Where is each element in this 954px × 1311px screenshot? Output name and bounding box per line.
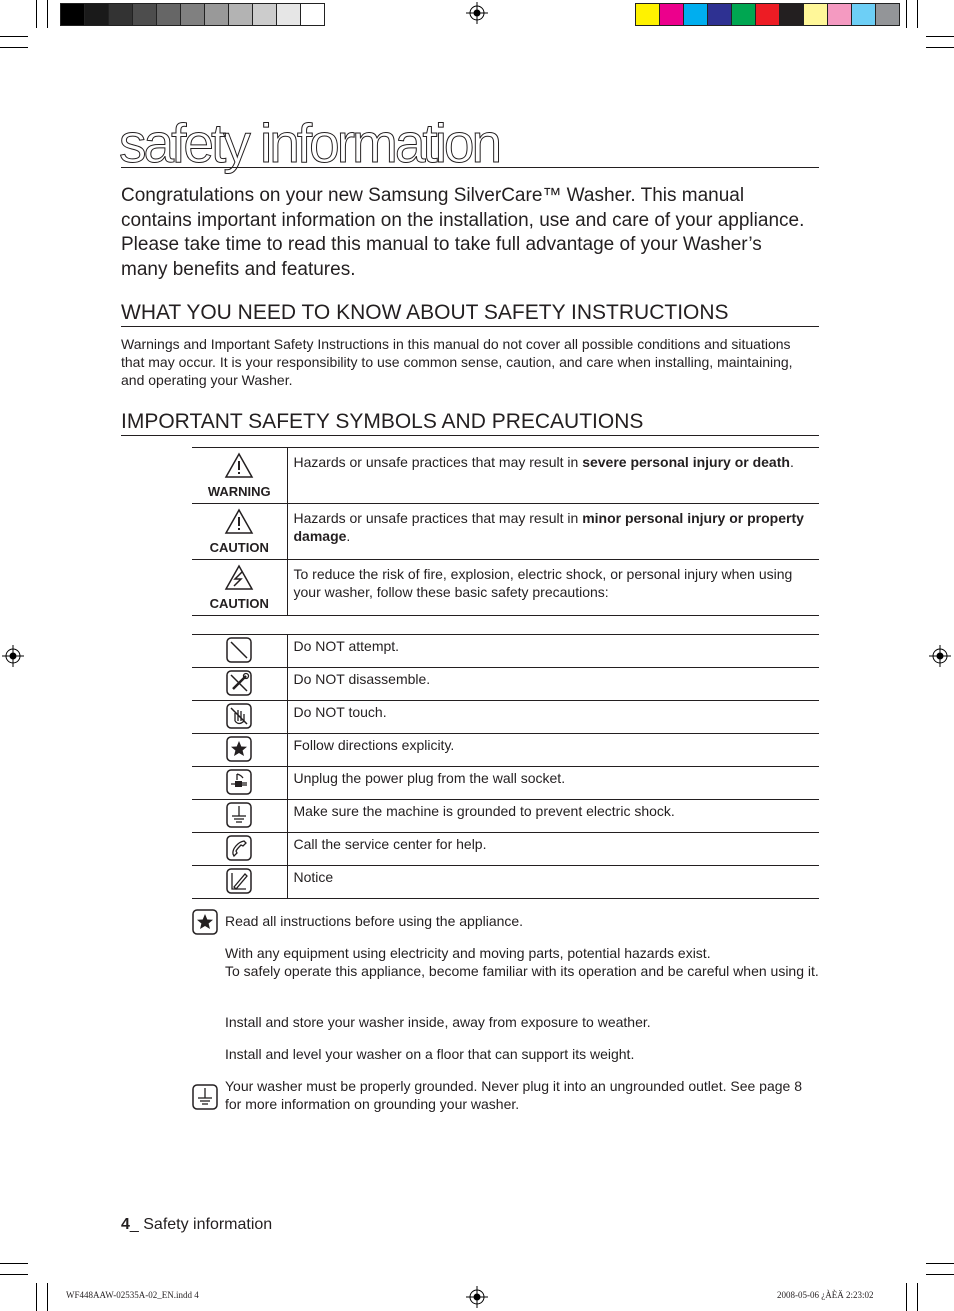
table-row <box>192 734 819 767</box>
color-swatch <box>683 3 708 26</box>
warning-label: WARNING <box>207 484 271 499</box>
symbol-text: Notice <box>287 866 819 899</box>
symbols-table <box>192 634 819 899</box>
crop-mark <box>906 1283 907 1311</box>
gray-swatch <box>156 3 181 26</box>
gray-swatch <box>132 3 157 26</box>
crop-mark <box>47 0 48 28</box>
registration-mark-icon <box>929 645 951 667</box>
table-row <box>192 560 819 616</box>
note-text: Read all instructions before using the appliance. <box>225 913 524 929</box>
symbol-text: Call the service center for help. <box>287 833 819 866</box>
level-text: Hazards or unsafe practices that may result in <box>293 510 583 526</box>
color-swatch <box>755 3 780 26</box>
fire-hazard-triangle-icon <box>224 564 254 591</box>
caution-label: CAUTION <box>209 540 269 555</box>
note-text: Install and store your washer inside, away from exposure to weather. <box>225 1014 651 1030</box>
page-footer <box>121 1216 272 1234</box>
crop-mark <box>0 47 28 48</box>
color-swatch <box>779 3 804 26</box>
note-text: Your washer must be properly grounded. Never plug it into an ungrounded outlet. See page 8 for more information on grounding your washer. <box>225 1078 802 1112</box>
hazard-levels-table <box>192 447 819 616</box>
follow-directions-icon <box>192 909 218 935</box>
crop-mark <box>47 1283 48 1311</box>
gray-swatch <box>60 3 85 26</box>
gray-color-bar <box>61 3 325 26</box>
warning-triangle-icon <box>224 452 254 479</box>
unplug-icon <box>226 769 252 795</box>
gray-swatch <box>300 3 325 26</box>
section-heading: IMPORTANT SAFETY SYMBOLS AND PRECAUTIONS <box>121 410 819 436</box>
table-row <box>192 866 819 899</box>
crop-mark <box>917 0 918 28</box>
notice-icon <box>226 868 252 894</box>
level-text: To reduce the risk of fire, explosion, electric shock, or personal injury when using your washer, follow these basic safety precautions: <box>293 566 793 600</box>
crop-mark <box>926 1274 954 1275</box>
crop-mark <box>917 1283 918 1311</box>
gray-swatch <box>252 3 277 26</box>
ground-icon <box>192 1084 218 1110</box>
crop-mark <box>0 36 28 37</box>
follow-directions-icon <box>226 736 252 762</box>
color-swatch <box>707 3 732 26</box>
prohibited-icon <box>226 637 252 663</box>
intro-paragraph: Congratulations on your new Samsung SilverCare™ Washer. This manual contains important information on the installation, use and care of your appliance. Please take time to read this manual to take full advantage of your Washer’s many benefits and features. <box>121 185 805 280</box>
color-swatch <box>635 3 660 26</box>
color-swatch <box>731 3 756 26</box>
note-text: Install and level your washer on a floor that can support its weight. <box>225 1046 635 1062</box>
color-swatch <box>851 3 876 26</box>
page-number: 4 <box>121 1216 130 1233</box>
symbol-text: Do NOT touch. <box>287 701 819 734</box>
symbol-text: Follow directions explicity. <box>287 734 819 767</box>
level-text-bold: severe personal injury or death <box>582 454 790 470</box>
gray-swatch <box>108 3 133 26</box>
symbol-text: Do NOT disassemble. <box>287 668 819 701</box>
slug-filename: WF448AAW-02535A-02_EN.indd 4 <box>66 1290 199 1300</box>
gray-swatch <box>204 3 229 26</box>
section-body: Warnings and Important Safety Instructions in this manual do not cover all possible conditions and situations that may occur. It is your responsibility to use common sense, caution, and care when installing, maintaining, and operating your Washer. <box>121 336 793 388</box>
no-touch-icon <box>226 703 252 729</box>
caution-triangle-icon <box>224 508 254 535</box>
process-color-bar <box>636 3 900 26</box>
table-row <box>192 635 819 668</box>
level-text-bold: minor personal injury or property damage <box>293 510 804 544</box>
crop-mark <box>926 47 954 48</box>
table-row <box>192 833 819 866</box>
note-text: To safely operate this appliance, become familiar with its operation and be careful when using it. <box>225 963 819 979</box>
ground-icon <box>226 802 252 828</box>
phone-icon <box>226 835 252 861</box>
level-text: Hazards or unsafe practices that may result in <box>293 454 583 470</box>
color-swatch <box>875 3 900 26</box>
caution-label: CAUTION <box>209 596 269 611</box>
section-heading: WHAT YOU NEED TO KNOW ABOUT SAFETY INSTRUCTIONS <box>121 301 819 327</box>
table-row <box>192 767 819 800</box>
no-disassemble-icon <box>226 670 252 696</box>
title-block <box>119 110 819 174</box>
table-row <box>192 800 819 833</box>
page-title: safety information <box>119 112 500 174</box>
crop-mark <box>0 1263 28 1264</box>
footer-label: _ Safety information <box>129 1216 273 1233</box>
crop-mark <box>36 0 37 28</box>
crop-mark <box>36 1283 37 1311</box>
symbol-text: Unplug the power plug from the wall socket. <box>287 767 819 800</box>
symbol-text: Make sure the machine is grounded to prevent electric shock. <box>287 800 819 833</box>
slug-date: 2008-05-06 ¿ÀÈÄ 2:23:02 <box>777 1290 874 1300</box>
crop-mark <box>0 1274 28 1275</box>
crop-mark <box>926 36 954 37</box>
gray-swatch <box>276 3 301 26</box>
gray-swatch <box>228 3 253 26</box>
note-text: With any equipment using electricity and moving parts, potential hazards exist. <box>225 945 711 961</box>
crop-mark <box>906 0 907 28</box>
color-swatch <box>803 3 828 26</box>
color-swatch <box>659 3 684 26</box>
gray-swatch <box>84 3 109 26</box>
table-row: WARNING Hazards or unsafe practices that may result in severe personal injury or death. <box>192 448 819 504</box>
table-row: CAUTION Hazards or unsafe practices that may result in minor personal injury or property damage. <box>192 504 819 560</box>
table-row <box>192 701 819 734</box>
symbol-text: Do NOT attempt. <box>287 635 819 668</box>
color-swatch <box>827 3 852 26</box>
table-row <box>192 668 819 701</box>
registration-mark-icon <box>466 2 488 24</box>
registration-mark-icon <box>466 1286 488 1308</box>
gray-swatch <box>180 3 205 26</box>
crop-mark <box>926 1263 954 1264</box>
registration-mark-icon <box>2 645 24 667</box>
